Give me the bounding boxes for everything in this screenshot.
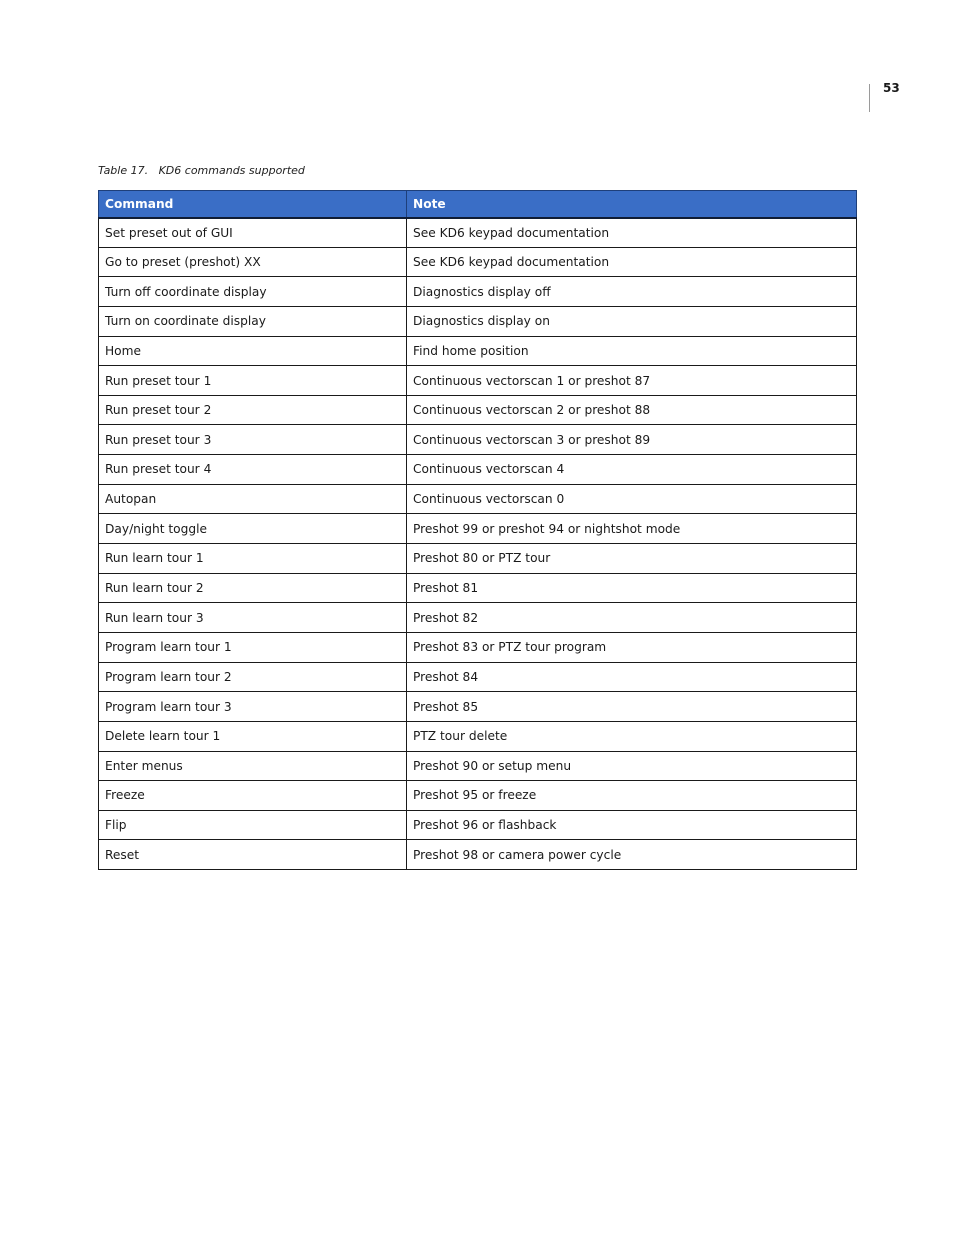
table-row — [99, 366, 857, 396]
command-cell: Program learn tour 1 — [99, 632, 407, 662]
note-cell: Preshot 98 or camera power cycle — [407, 840, 857, 870]
note-cell: Preshot 96 or flashback — [407, 810, 857, 840]
table-row — [99, 810, 857, 840]
table-row — [99, 218, 857, 248]
note-cell: Preshot 99 or preshot 94 or nightshot mode — [407, 514, 857, 544]
table-row — [99, 544, 857, 574]
command-cell: Program learn tour 2 — [99, 662, 407, 692]
note-cell: PTZ tour delete — [407, 721, 857, 751]
command-cell: Program learn tour 3 — [99, 692, 407, 722]
note-cell: Continuous vectorscan 0 — [407, 484, 857, 514]
note-cell: Preshot 95 or freeze — [407, 781, 857, 811]
command-cell: Delete learn tour 1 — [99, 721, 407, 751]
command-cell: Run learn tour 1 — [99, 544, 407, 574]
command-cell: Run learn tour 2 — [99, 573, 407, 603]
table-row — [99, 662, 857, 692]
note-cell: Continuous vectorscan 1 or preshot 87 — [407, 366, 857, 396]
command-cell: Home — [99, 336, 407, 366]
command-cell: Autopan — [99, 484, 407, 514]
table-row — [99, 395, 857, 425]
note-cell: Preshot 83 or PTZ tour program — [407, 632, 857, 662]
command-cell: Reset — [99, 840, 407, 870]
table-row — [99, 781, 857, 811]
command-cell: Flip — [99, 810, 407, 840]
note-cell: Diagnostics display off — [407, 277, 857, 307]
column-header-command: Command — [99, 191, 407, 218]
command-cell: Run learn tour 3 — [99, 603, 407, 633]
table-row — [99, 425, 857, 455]
page-number: 53 — [883, 81, 900, 95]
table-row — [99, 603, 857, 633]
table-row — [99, 277, 857, 307]
note-cell: Preshot 85 — [407, 692, 857, 722]
note-cell: Diagnostics display on — [407, 306, 857, 336]
column-header-note: Note — [407, 191, 857, 218]
command-cell: Set preset out of GUI — [99, 218, 407, 248]
table-row — [99, 306, 857, 336]
table-row — [99, 514, 857, 544]
table-body — [99, 218, 857, 870]
note-cell: Preshot 90 or setup menu — [407, 751, 857, 781]
note-cell: Preshot 81 — [407, 573, 857, 603]
table-row — [99, 484, 857, 514]
command-cell: Run preset tour 4 — [99, 455, 407, 485]
command-cell: Day/night toggle — [99, 514, 407, 544]
table-row — [99, 692, 857, 722]
command-cell: Go to preset (preshot) XX — [99, 247, 407, 277]
table-row — [99, 721, 857, 751]
table-row — [99, 840, 857, 870]
command-cell: Turn off coordinate display — [99, 277, 407, 307]
note-cell: See KD6 keypad documentation — [407, 247, 857, 277]
note-cell: Preshot 82 — [407, 603, 857, 633]
note-cell: See KD6 keypad documentation — [407, 218, 857, 248]
note-cell: Continuous vectorscan 3 or preshot 89 — [407, 425, 857, 455]
page-number-divider — [869, 84, 870, 112]
table-header — [99, 191, 857, 218]
table-row — [99, 455, 857, 485]
table-row — [99, 336, 857, 366]
kd6-commands-table — [98, 190, 857, 870]
command-cell: Freeze — [99, 781, 407, 811]
command-cell: Run preset tour 1 — [99, 366, 407, 396]
table-row — [99, 751, 857, 781]
table-row — [99, 247, 857, 277]
note-cell: Continuous vectorscan 4 — [407, 455, 857, 485]
note-cell: Continuous vectorscan 2 or preshot 88 — [407, 395, 857, 425]
command-cell: Run preset tour 2 — [99, 395, 407, 425]
command-cell: Run preset tour 3 — [99, 425, 407, 455]
table-header-row — [99, 191, 857, 218]
note-cell: Find home position — [407, 336, 857, 366]
note-cell: Preshot 84 — [407, 662, 857, 692]
note-cell: Preshot 80 or PTZ tour — [407, 544, 857, 574]
table-caption: Table 17. KD6 commands supported — [98, 164, 305, 177]
command-cell: Enter menus — [99, 751, 407, 781]
command-cell: Turn on coordinate display — [99, 306, 407, 336]
table-row — [99, 632, 857, 662]
table-row — [99, 573, 857, 603]
